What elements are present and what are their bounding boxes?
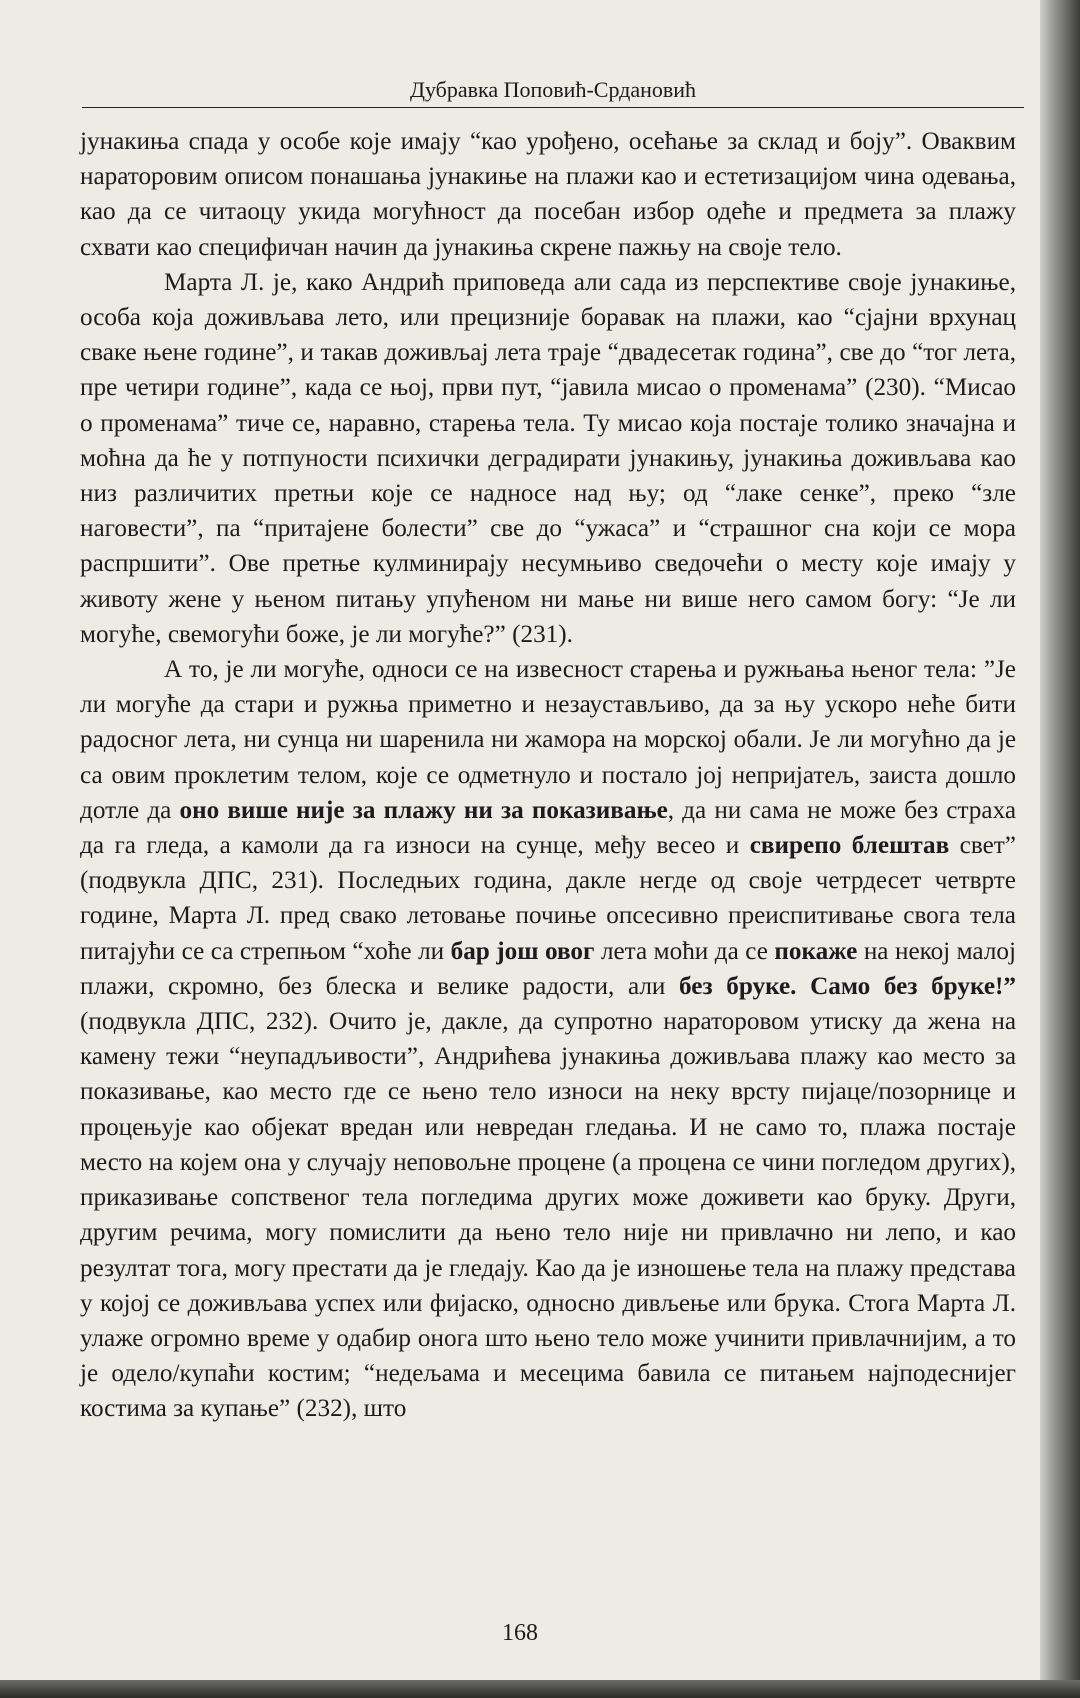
- text-run: , да ни сама не може без страха да га гледа, а камоли да га износи на сунце, међу весео и: [80, 796, 1017, 860]
- text-run: јунакиња спада у особе које имају “као урођено, осећање за склад и боју”. Оваквим нараторовим описом понашања јунакиње на плажи као и естетизацијом чина одевања, као да се читаоцу укида могућност да посебан избор одеће и предмета за плажу схвати као специфичан начин да јунакиња скрене пажњу на своје тело.: [80, 128, 1016, 261]
- text-run: Марта Л. је, како Андрић приповеда али сада из перспективе своје јунакиње, особа која доживљава лето, или прецизније боравак на плажи, као “сјајни врхунац сваке њене године”, и такав доживљај лета траје “двадесетак година”, све до “тог лета, пре четири године”, када се њој, први пут, “јавила мисао о променама” (230). “Мисао о променама” тиче се, наравно, старења тела. Ту мисао која постаје толико значајна и моћна да ће у потпуности психички деградирати јунакињу, јунакиња доживљава као низ различитих претњи које се надносе над њу; од “лаке сенке”, преко “зле нaговести”, па “притајене болести” све до “ужаса” и “страшног сна који се мора распршити”. Ове претње кулминирају несумњиво сведочећи о месту које имају у животу жене у њеном питању упућеном ни мање ни више него самом богу: “Је ли могуће, свемогући боже, је ли могуће?” (231).: [80, 268, 1016, 648]
- paragraph: [80, 124, 1016, 265]
- text-run: лета моћи да се: [594, 937, 775, 965]
- page-number: 168: [502, 1620, 538, 1646]
- header-title: Дубравка Поповић-Срдановић: [409, 77, 697, 102]
- text-run: А то, је ли могуће, односи се на извесност старења и ружњања њеног тела: ”Је ли могуће да стари и ружња приметно и незаустављиво, да за њу ускоро неће бити радосног лета, ни сунца ни шаренила ни жамора на морској обали. Је ли могућно да је са овим проклетим телом, које се одметнуло и постало јој непријатељ, заиста дошло дотле да: [80, 656, 1016, 824]
- paragraph: [80, 652, 1016, 1426]
- text-run: свет” (подвукла ДПС, 231). Последњих година, дакле негде од своје четрдесет четврте године, Марта Л. пред свако летовање почиње опсесивно преиспитивање свога тела питајући се са стрепњом “хоће ли: [80, 832, 1016, 965]
- bold-emphasis: оно више није за плажу ни за показивање: [179, 796, 668, 824]
- text-run: (подвукла ДПС, 232). Очито је, дакле, да супротно нараторовом утиску да жена на камену тежи “неупадљивости”, Андрићева јунакиња доживљава плажу као место за показивање, као место где се њено тело износи на неку врсту пијаце/позорнице и процењује као објекат вредан или невредан гледања. И не само то, плажа постаје место на којем она у случају неповољне процене (а процена се чини погледом других), приказивање сопственог тела погледима других може доживети као бруку. Други, другим речима, могу помислити да њено тело није ни привлачно ни лепо, и као резултат тога, могу престати да је гледају. Као да је изношење тела на плажу представа у којој се доживљава успех или фијаско, односно дивљење или брука. Стога Марта Л. улаже огромно време у одабир онога што њено тело може учинити привлачнијим, а то је одело/купаћи костим; “недељама и месецима бавила се питањем најподеснијег костима за купање” (232), што: [80, 1008, 1016, 1423]
- scan-bottom-edge: [0, 1680, 1080, 1698]
- bold-emphasis: без бруке. Само без бруке!”: [679, 972, 1017, 1000]
- running-header: [82, 68, 1024, 108]
- bold-emphasis: бар још овог: [450, 937, 595, 965]
- bold-emphasis: свирепо блештав: [749, 832, 950, 860]
- page-edge-shadow: [1040, 0, 1080, 1698]
- bold-emphasis: покаже: [774, 937, 858, 965]
- body-text: [80, 124, 1016, 1427]
- text-run: на некој малој плажи, скромно, без блеска и велике радости, али: [80, 937, 1016, 1000]
- paragraph: [80, 265, 1016, 652]
